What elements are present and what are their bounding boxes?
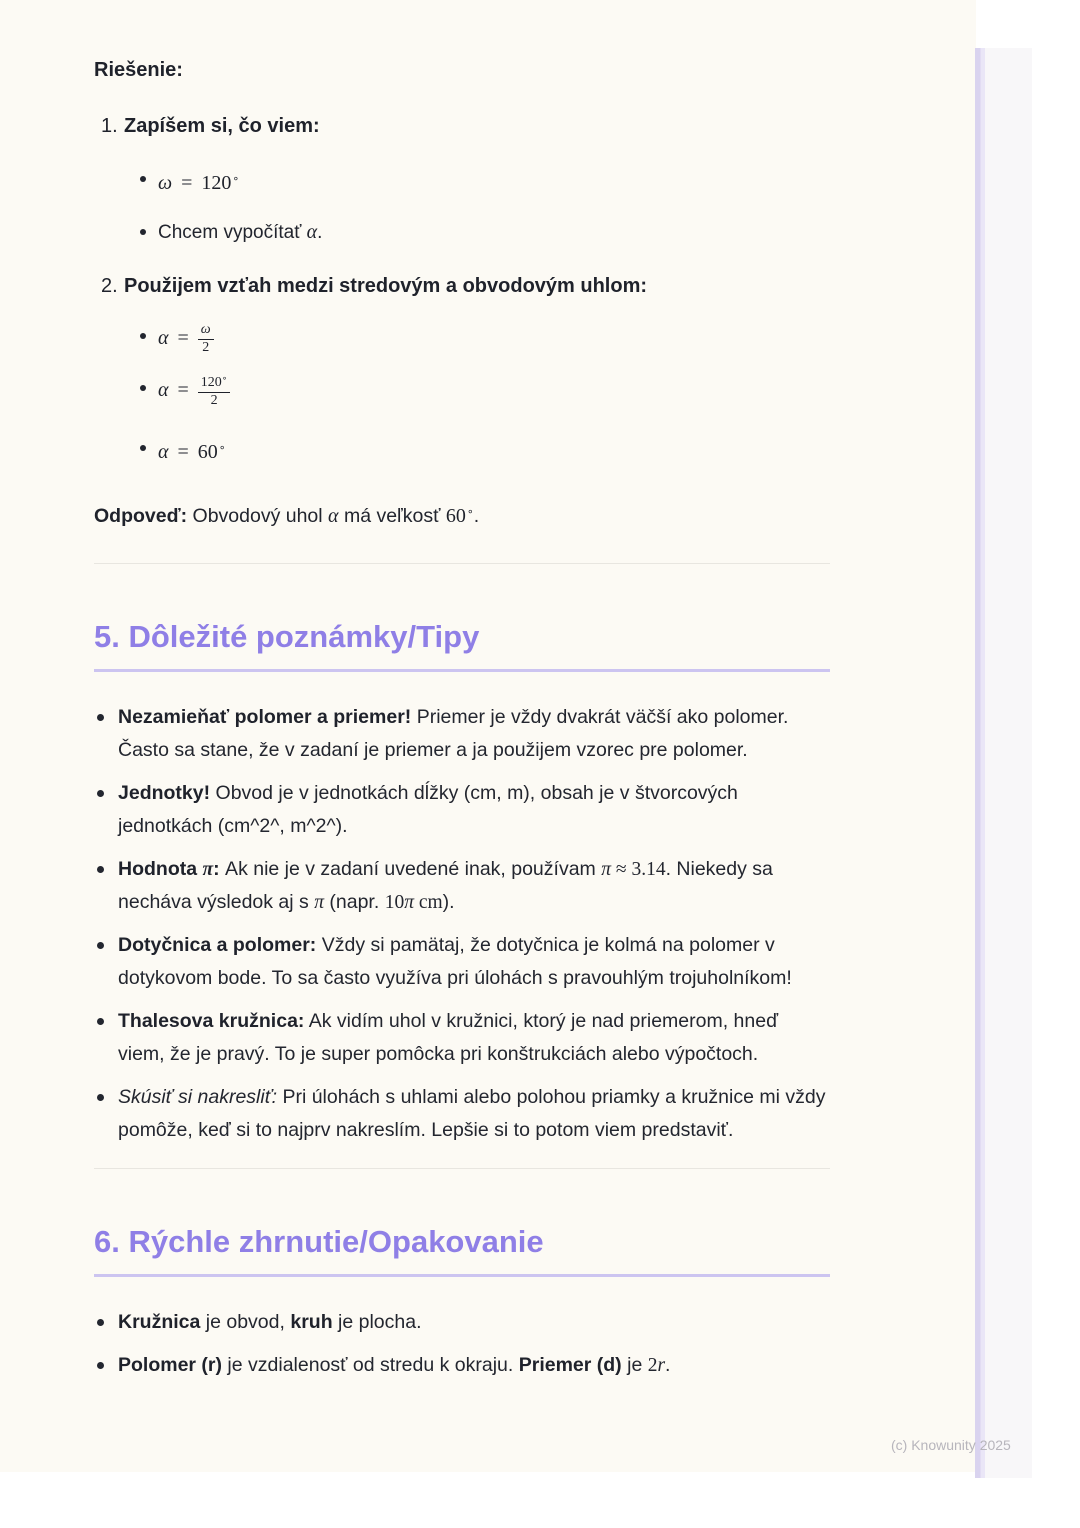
- answer-label: Odpoveď:: [94, 505, 188, 527]
- fraction: [198, 375, 231, 408]
- alpha-value: 60: [197, 441, 218, 463]
- step-2-bullets: [94, 323, 830, 466]
- numerator: 120: [200, 375, 222, 390]
- degree-symbol: ∘: [218, 441, 226, 454]
- step-2-title: Použijem vzťah medzi stredovým a obvodovým uhlom:: [124, 275, 648, 297]
- formula-alpha-60: [94, 435, 830, 466]
- section-6-heading: 6. Rýchle zhrnutie/Opakovanie: [94, 1223, 830, 1277]
- pi-approx: π ≈ 3.14: [601, 859, 666, 880]
- omega-value: 120: [201, 172, 232, 194]
- section-5-heading: 5. Dôležité poznámky/Tipy: [94, 618, 830, 672]
- pi-symbol: π: [202, 859, 214, 880]
- alpha-symbol: α: [158, 441, 169, 463]
- tip-lead: Jednotky!: [118, 782, 211, 804]
- section-divider: [94, 563, 830, 564]
- alpha-symbol: α: [306, 221, 318, 243]
- step-2: [94, 274, 830, 298]
- summary-radius: Polomer (r) je vzdialenosť od stredu k okraju. Priemer (d) je 2r.: [94, 1349, 830, 1382]
- ten-pi-cm: 10π cm: [384, 892, 443, 913]
- two-r: 2r: [647, 1355, 666, 1376]
- watermark: (c) Knowunity 2025: [891, 1437, 1011, 1453]
- goal-text: Chcem vypočítať: [158, 222, 307, 243]
- right-margin-panel: [985, 48, 1032, 1478]
- fraction: [198, 323, 214, 355]
- tip-lead: Hodnota: [118, 858, 203, 880]
- tip-lead: Dotyčnica a polomer:: [118, 934, 317, 956]
- equals-sign: =: [177, 441, 189, 463]
- alpha-symbol: α: [158, 379, 169, 402]
- equals-sign: =: [177, 379, 189, 402]
- alpha-symbol: α: [158, 326, 169, 349]
- degree-symbol: ∘: [466, 505, 474, 518]
- alpha-symbol: α: [328, 505, 339, 527]
- period: .: [317, 222, 323, 243]
- answer-line: Odpoveď: Obvodový uhol α má veľkosť 60∘.: [94, 505, 480, 527]
- tip-lead-italic: Skúsiť si nakresliť:: [118, 1086, 278, 1108]
- tip-pi-value: Hodnota π: Ak nie je v zadaní uvedené inak, používam π ≈ 3.14. Niekedy sa necháva výsledok aj s π (napr. 10π cm).: [94, 853, 830, 919]
- step-1-title: Zapíšem si, čo viem:: [124, 115, 320, 137]
- tip-radius-diameter: Nezamieňať polomer a priemer! Priemer je vždy dvakrát väčší ako polomer. Často sa stane, že v zadaní je priemer a ja použijem vzorec pre polomer.: [94, 701, 830, 767]
- tip-thales: Thalesova kružnica: Ak vidím uhol v kružnici, ktorý je nad priemerom, hneď viem, že je pravý. To je super pomôcka pri konštrukciách alebo výpočtoch.: [94, 1005, 830, 1071]
- formula-alpha-omega-half: [94, 323, 830, 367]
- text-line-goal: [94, 219, 830, 246]
- tip-lead: Nezamieňať polomer a priemer!: [118, 706, 412, 728]
- tip-units: Jednotky! Obvod je v jednotkách dĺžky (cm, m), obsah je v štvorcových jednotkách (cm^2^, m^2^).: [94, 777, 830, 843]
- formula-alpha-120-half: [94, 375, 830, 423]
- section-6-list: [94, 1306, 830, 1382]
- denominator: 2: [202, 339, 210, 355]
- equals-sign: =: [177, 326, 189, 349]
- step-2-number: 2.: [101, 275, 118, 297]
- math-line-omega: [94, 166, 830, 197]
- step-1-bullets: [94, 166, 830, 246]
- summary-circle: Kružnica je obvod, kruh je plocha.: [94, 1306, 830, 1339]
- degree-symbol: ∘: [221, 374, 228, 384]
- section-5-list: [94, 701, 830, 1147]
- scrollbar[interactable]: [975, 48, 985, 1478]
- omega-symbol: ω: [158, 172, 173, 194]
- step-1-number: 1.: [101, 115, 118, 137]
- step-1: [94, 114, 830, 138]
- pi-symbol: π: [314, 892, 324, 913]
- tip-lead: Thalesova kružnica:: [118, 1010, 305, 1032]
- formula-omega: [158, 172, 239, 194]
- section-divider: [94, 1168, 830, 1169]
- equals-sign: =: [181, 172, 193, 194]
- tip-tangent: Dotyčnica a polomer: Vždy si pamätaj, že dotyčnica je kolmá na polomer v dotykovom bode. To sa často využíva pri úlohách s pravouhlým trojuholníkom!: [94, 929, 830, 995]
- answer-value: 60∘: [445, 505, 474, 527]
- numerator: ω: [200, 322, 211, 337]
- page-content: [94, 58, 830, 1382]
- degree-symbol: ∘: [232, 172, 240, 185]
- solution-heading: Riešenie:: [94, 59, 183, 81]
- tip-draw: Skúsiť si nakresliť: Pri úlohách s uhlami alebo polohou priamky a kružnice mi vždy pomôže, keď si to najprv nakreslím. Lepšie si to potom viem predstaviť.: [94, 1081, 830, 1147]
- denominator: 2: [210, 392, 218, 408]
